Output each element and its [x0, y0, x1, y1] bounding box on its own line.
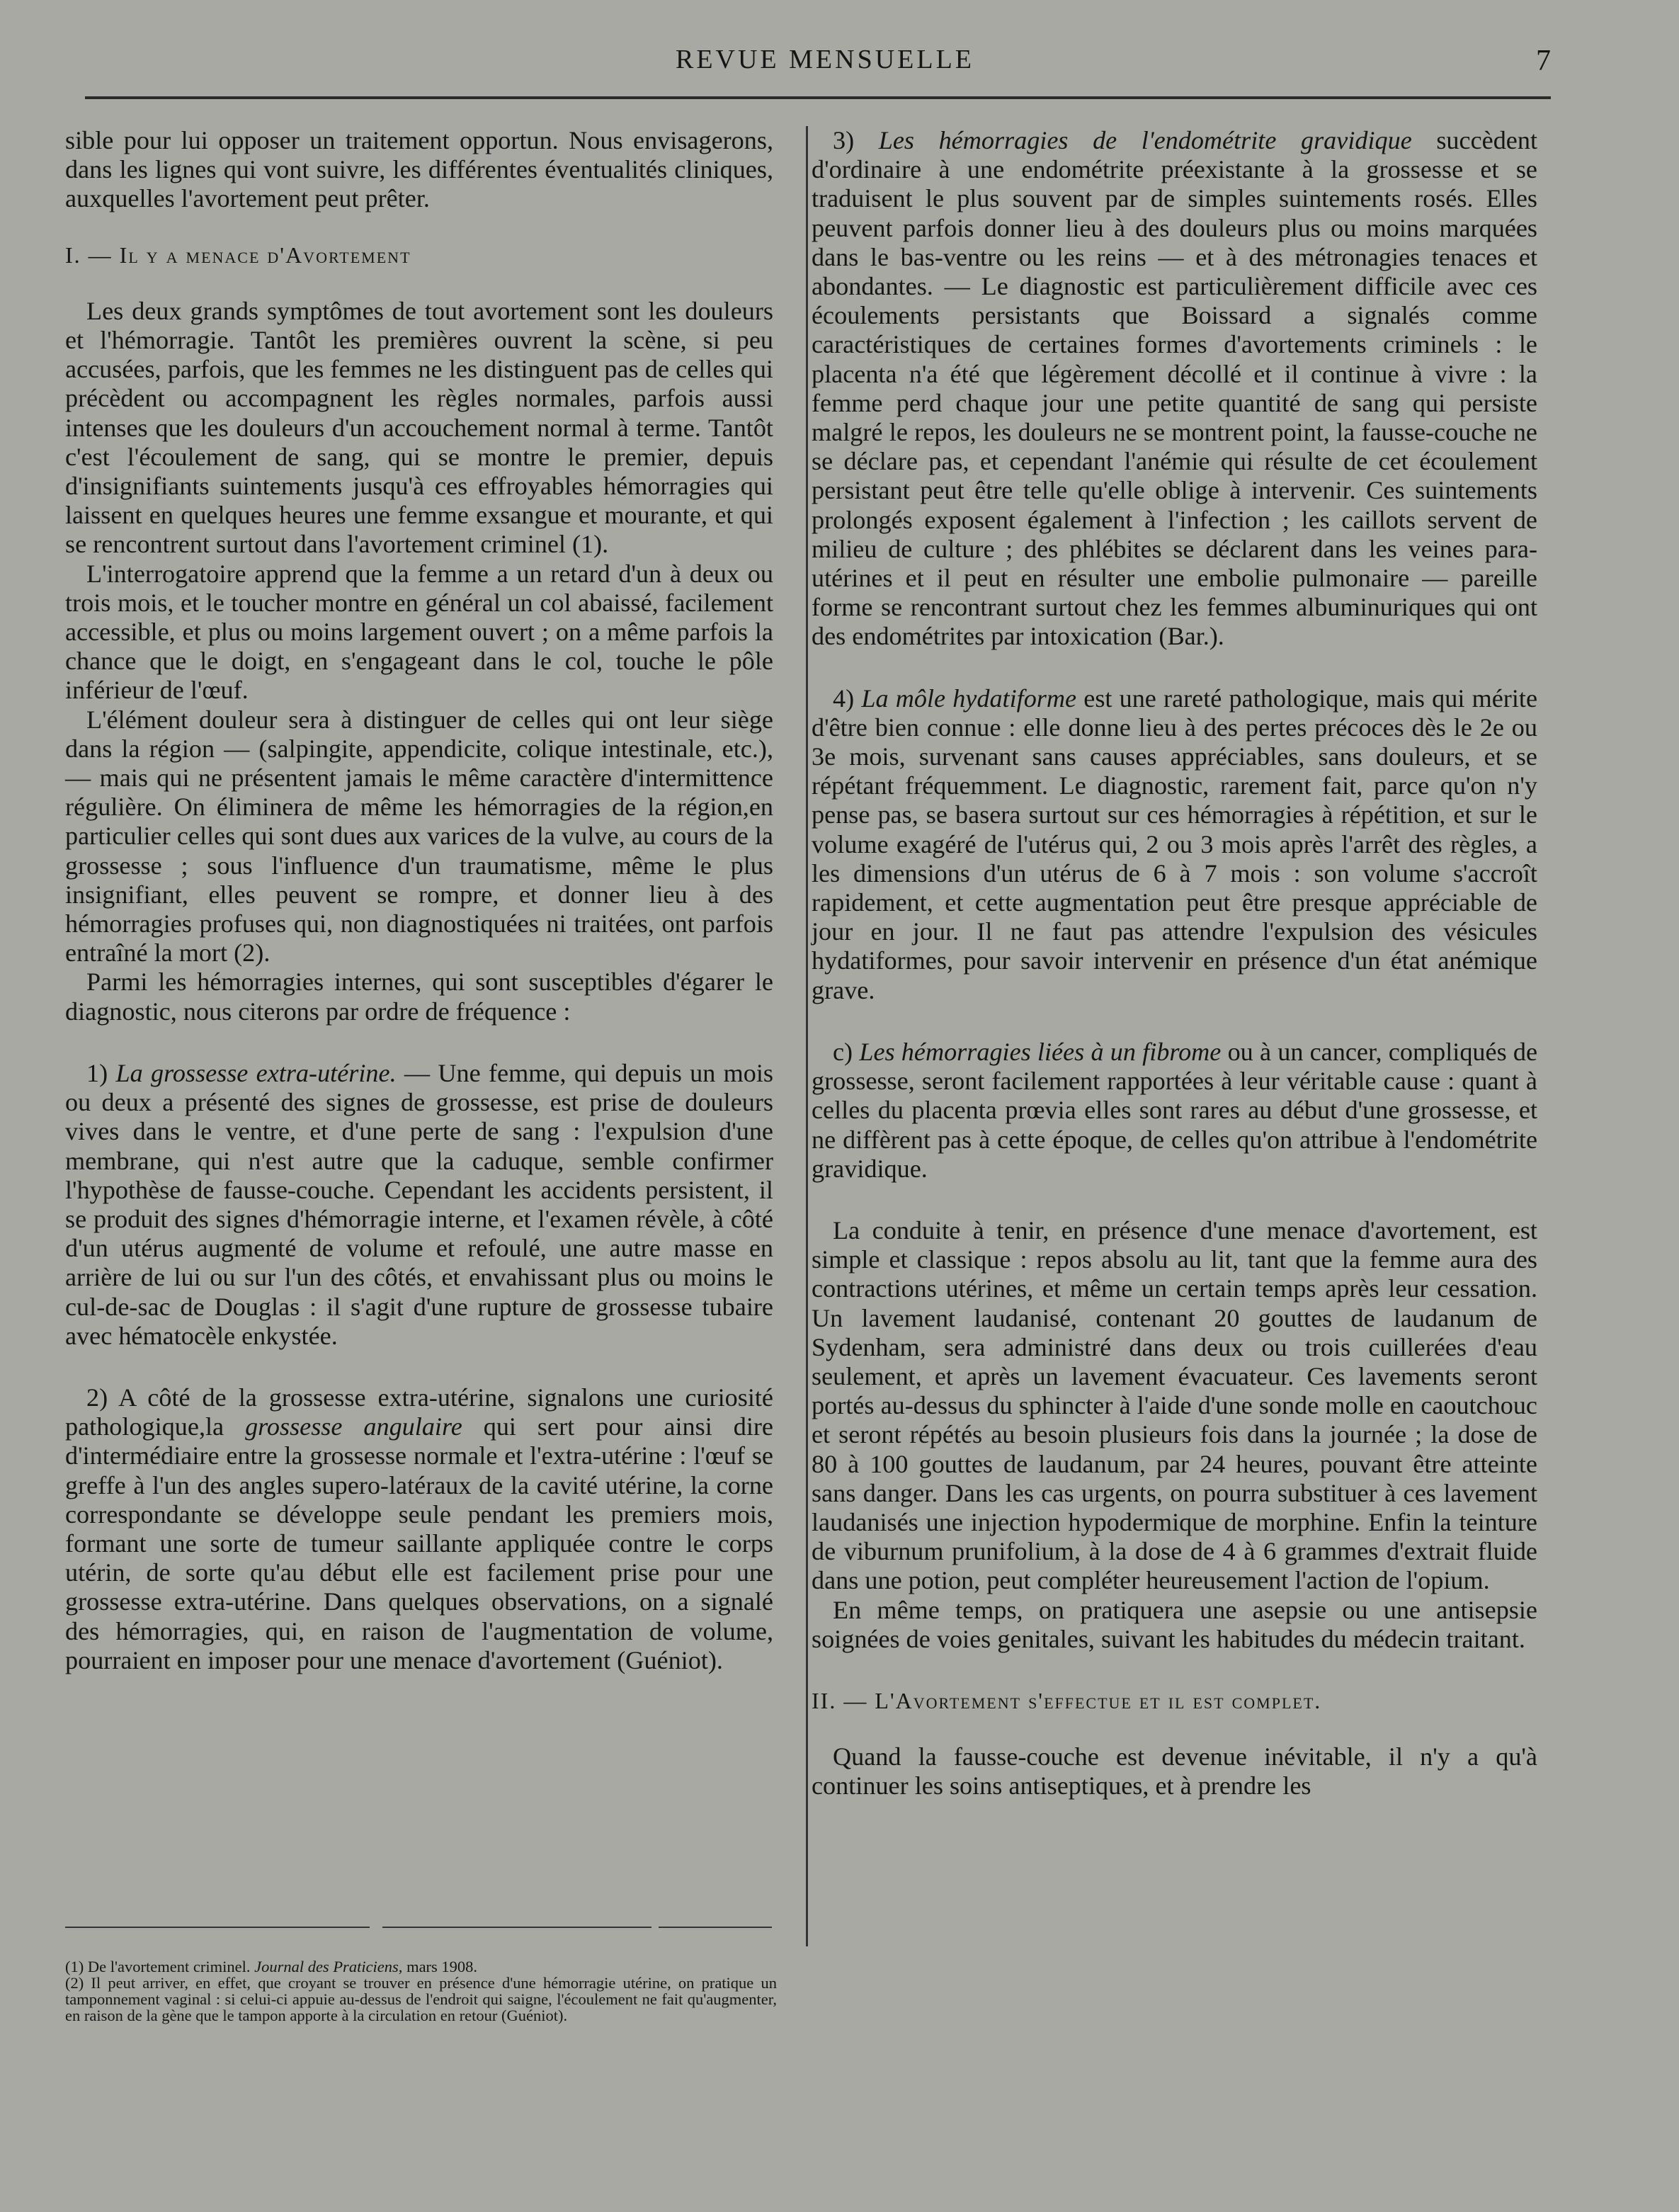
footnote-rule [659, 1927, 772, 1928]
page-number: 7 [1536, 45, 1551, 77]
page-header [85, 44, 1565, 79]
footnote-rule [65, 1927, 370, 1928]
left-column [65, 126, 773, 1675]
paragraph-hemorragies-internes: Parmi les hémorragies internes, qui sont susceptibles d'égarer le diagnostic, nous citerons par ordre de fréquence : [65, 968, 773, 1026]
running-title: REVUE MENSUELLE [675, 45, 975, 74]
item-text: ou à un cancer, compliqués de grossesse, seront facilement rapportées à leur véritable cause : quant à celles du placenta prœvia elles sont rares au début d'une grossesse, et ne diffèrent pas à cette époque, de celles qu'on attribue à l'endométrite gravidique. [812, 1037, 1538, 1183]
item-text: est une rareté pathologique, mais qui mérite d'être bien connue : elle donne lieu à des pertes précoces dès le 2e ou 3e mois, survenant sans causes appréciables, sans douleurs, et se répétant fréquemment. Le diagnostic, rarement fait, parce qu'on n'y pense pas, se basera surtout sur ces hémorragies à répétition, et sur le volume exagéré de l'utérus qui, 2 ou 3 mois après l'arrêt des règles, a les dimensions d'un utérus de 6 à 7 mois : son volume s'accroît rapidement, et cette augmentation peut être presque appréciable de jour en jour. Il ne faut pas attendre l'expulsion des vésicules hydatiformes, pour savoir intervenir en présence d'un état anémique grave. [812, 684, 1538, 1004]
header-rule [85, 96, 1551, 99]
paragraph-fibrome [812, 1038, 1537, 1184]
paragraph-grossesse-angulaire [65, 1383, 773, 1675]
column-divider [806, 126, 808, 1946]
paragraph-mole-hydatiforme [812, 684, 1537, 1005]
item-number: 1) [86, 1058, 108, 1087]
item-text: succèdent d'ordinaire à une endométrite préexistante à la grossesse et se traduisent le plus souvent par de simples suintements rosés. Elles peuvent parfois donner lieu à des douleurs plus ou moins marquées dans le bas-ventre ou les reins — et à des métronagies tenaces et abondantes. — Le diagnostic est particulièrement difficile avec ces écoulements persistants que Boissard a signalés comme caractéristiques de certaines formes d'avortements criminels : le placenta n'a été que légèrement décollé et il continue à vivre : la femme perd chaque jour une petite quantité de sang qui persiste malgré le repos, les douleurs ne se montrent point, la fausse-couche ne se déclare pas, et cependant l'anémie qui résulte de cet écoulement persistant peut être telle qu'elle oblige à intervenir. Ces suintements prolongés exposent également à l'infection ; les caillots servent de milieu de culture ; des phlébites se déclarent dans les veines para-utérines et il peut en résulter une embolie pulmonaire — pareille forme se rencontrant surtout chez les femmes albuminuriques qui ont des endométrites par intoxication (Bar.). [812, 126, 1538, 651]
paragraph-interrogatoire: L'interrogatoire apprend que la femme a un retard d'un à deux ou trois mois, et le toucher montre en général un col abaissé, facilement accessible, et plus ou moins largement ouvert ; on a même parfois la chance que le doigt, en s'engageant dans le col, touche le pôle inférieur de l'œuf. [65, 559, 773, 705]
item-text-a: 2) A côté de la grossesse extra-utérine, signalons une curiosité pathologique,la [65, 1383, 773, 1441]
item-title: Les hémorragies de l'endométrite gravidique [878, 126, 1412, 154]
item-text-b: qui sert pour ainsi dire d'intermédiaire entre la grossesse normale et l'extra-utérine : l'œuf se greffe à l'un des angles supero-latéraux de la cavité utérine, la corne correspondante se développe seule pendant les premiers mois, formant une sorte de tumeur saillante appliquée contre le corps utérin, de sorte qu'au début elle est facilement prise pour une grossesse extra-utérine. Dans quelques observations, on a signalé des hémorragies, qui, en raison de l'augmentation de volume, pourraient en imposer pour une menace d'avortement (Guéniot). [65, 1412, 773, 1674]
footnote-2: (2) Il peut arriver, en effet, que croyant se trouver en présence d'une hémorragie utérine, on pratique un tamponnement vaginal : si celui-ci appuie au-dessus de l'endroit qui saigne, l'écoulement ne fait qu'augmenter, en raison de la gène que le tampon apporte à la circulation en retour (Guéniot). [65, 1974, 777, 2024]
footnote-1 [65, 1958, 777, 1975]
paragraph-fausse-couche: Quand la fausse-couche est devenue inévitable, il n'y a qu'à continuer les soins antiseptiques, et à prendre les [812, 1742, 1537, 1800]
footnotes [65, 1958, 777, 2024]
paragraph-endometrite [812, 126, 1537, 652]
item-title: La môle hydatiforme [861, 684, 1077, 713]
footnote-rule [382, 1927, 651, 1928]
section-heading-avortement-complet: II. — L'Avortement s'effectue et il est complet. [812, 1687, 1322, 1713]
item-number: 4) [833, 684, 855, 713]
item-italic: grossesse angulaire [245, 1412, 462, 1441]
paragraph-symptomes: Les deux grands symptômes de tout avortement sont les douleurs et l'hémorragie. Tantôt les premières ouvrent la scène, si peu accusées, parfois, que les femmes ne les distinguent pas de celles qui précèdent ou accompagnent les règles normales, parfois aussi intenses que les douleurs d'un accouchement normal à terme. Tantôt c'est l'écoulement de sang, qui se montre le premier, depuis d'insignifiants suintements jusqu'à ces effroyables hémorragies qui laissent en quelques heures une femme exsangue et mourante, et qui se rencontrent surtout dans l'avortement criminel (1). [65, 296, 773, 559]
footnote-journal-title: Journal des Praticiens, [254, 1958, 403, 1975]
paragraph-asepsie: En même temps, on pratiquera une asepsie ou une antisepsie soignées de voies genitales, suivant les habitudes du médecin traitant. [812, 1595, 1537, 1653]
footnote-text: (1) De l'avortement criminel. [65, 1958, 255, 1975]
paragraph-grossesse-extra-uterine [65, 1059, 773, 1351]
footnote-date: mars 1908. [402, 1958, 478, 1975]
paragraph-element-douleur: L'élément douleur sera à distinguer de celles qui ont leur siège dans la région — (salpingite, appendicite, colique intestinale, etc.), — mais qui ne présentent jamais le même caractère d'intermittence régulière. On éliminera de même les hémorragies de la région,en particulier celles qui sont dues aux varices de la vulve, au cours de la grossesse ; sous l'influence d'un traumatisme, même le plus insignifiant, elles peuvent se rompre, et donner lieu à des hémorragies profuses qui, non diagnostiquées ni traitées, ont parfois entraîné la mort (2). [65, 705, 773, 968]
paragraph-conduite-a-tenir: La conduite à tenir, en présence d'une menace d'avortement, est simple et classique : repos absolu au lit, tant que la femme aura des contractions utérines, et même un certain temps après leur cessation. Un lavement laudanisé, contenant 20 gouttes de laudanum de Sydenham, sera administré dans deux ou trois cuillerées d'eau seulement, et après un lavement évacuateur. Ces lavements seront portés au-dessus du sphincter à l'aide d'une sonde molle en caoutchouc et seront répétés au besoin plusieurs fois dans la journée ; la dose de 80 à 100 gouttes de laudanum, par 24 heures, pouvant être atteinte sans danger. Dans les cas urgents, on pourra substituer à ces lavement laudanisés une injection hypodermique de morphine. Enfin la teinture de viburnum prunifolium, à la dose de 4 à 6 grammes d'extrait fluide dans une potion, peut compléter heureusement l'action de l'opium. [812, 1215, 1537, 1595]
section-heading-menace: I. — Il y a menace d'Avortement [65, 242, 411, 268]
right-column [812, 126, 1537, 1801]
paragraph-continuation: sible pour lui opposer un traitement opportun. Nous envisagerons, dans les lignes qui vont suivre, les différentes éventualités cliniques, auxquelles l'avortement peut prêter. [65, 126, 773, 213]
item-number: c) [833, 1037, 853, 1066]
item-text: — Une femme, qui depuis un mois ou deux a présenté des signes de grossesse, est prise de douleurs vives dans le ventre, et d'une perte de sang : l'expulsion d'une membrane, qui n'est autre que la caduque, semble confirmer l'hypothèse de fausse-couche. Cependant les accidents persistent, il se produit des signes d'hémorragie interne, et l'examen révèle, à côté d'un utérus augmenté de volume et refoulé, une autre masse en arrière de lui ou sur l'un des côtés, et envahissant plus ou moins le cul-de-sac de Douglas : il s'agit d'une rupture de grossesse tubaire avec hématocèle enkystée. [65, 1058, 774, 1350]
item-title: La grossesse extra-utérine. [115, 1058, 397, 1087]
item-title: Les hémorragies liées à un fibrome [859, 1037, 1222, 1066]
item-number: 3) [833, 126, 855, 154]
